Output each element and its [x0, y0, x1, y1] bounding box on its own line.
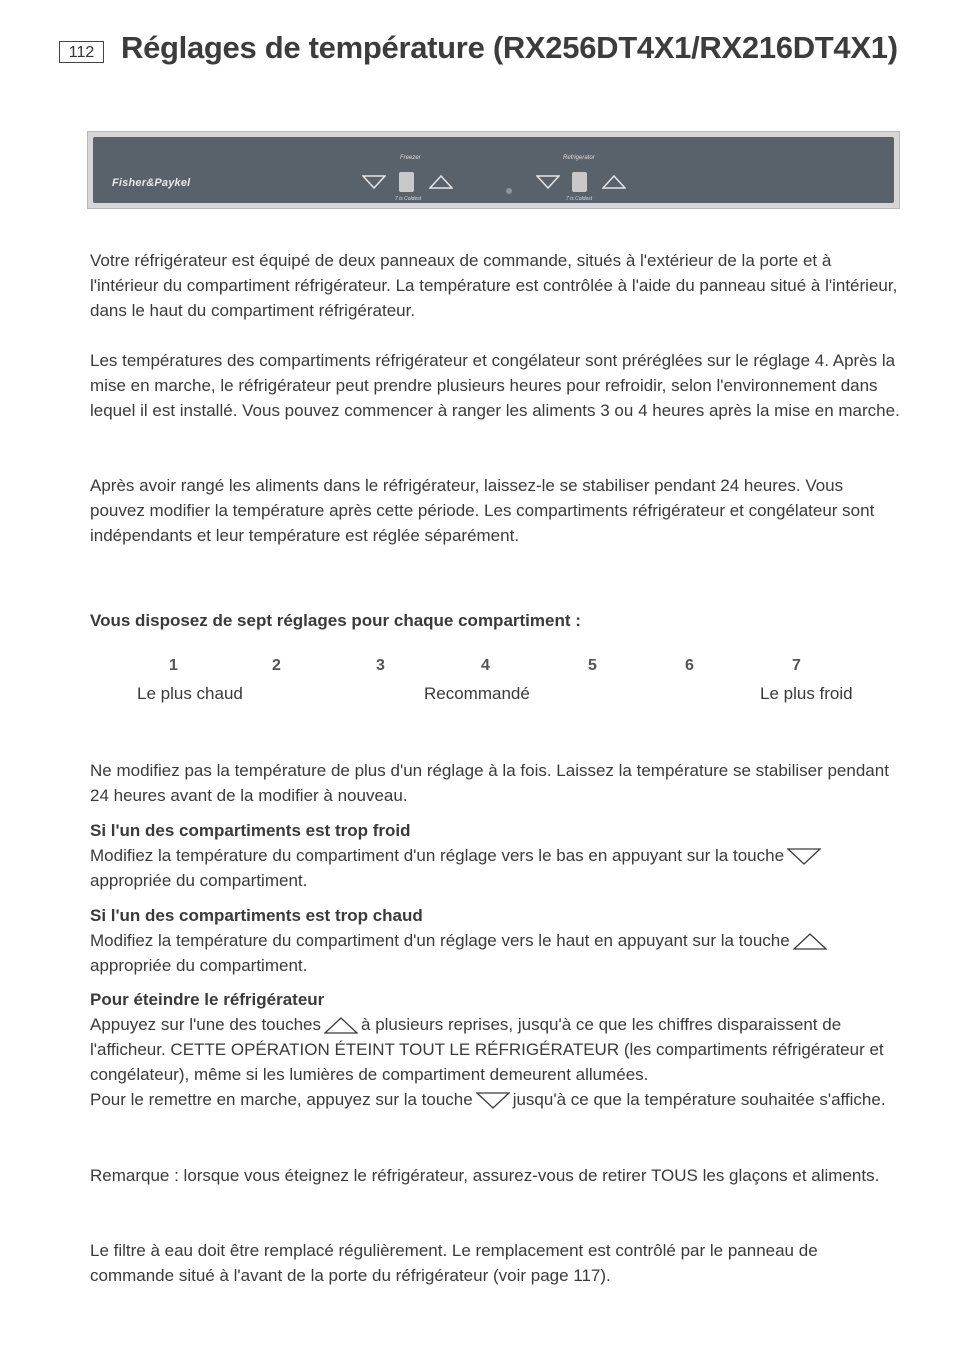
- down-arrow-icon: [476, 1092, 510, 1109]
- filter-paragraph: Le filtre à eau doit être remplacé régulièrement. Le remplacement est contrôlé par le panneau de commande situé à l'avant de la porte du réfrigérateur (voir page 117).: [90, 1241, 818, 1285]
- freezer-label: Freezer: [400, 155, 421, 161]
- refrigerator-label: Refrigerator: [563, 155, 595, 161]
- freezer-hint: 7 is Coldest: [395, 196, 422, 202]
- turn-off-heading: Pour éteindre le réfrigérateur: [90, 990, 325, 1009]
- turn-off-text-b: à plusieurs reprises, jusqu'à ce que les chiffres disparaissent de l'afficheur. CETTE OPÉRATION ÉTEINT TOUT LE RÉFRIGÉRATEUR (les compartiments réfrigérateur et congélateur), même si les lumières de compartiment demeurent allumées.: [90, 1015, 884, 1084]
- refrigerator-down-icon: [536, 175, 560, 189]
- setting-number-7: 7: [792, 657, 801, 674]
- too-cold-text-a: Modifiez la température du compartiment d'un réglage vers le bas en appuyant sur la touche: [90, 846, 785, 865]
- turn-off-text-c: Pour le remettre en marche, appuyez sur la touche: [90, 1090, 473, 1109]
- intro-paragraph-1: Votre réfrigérateur est équipé de deux panneaux de commande, situés à l'extérieur de la porte et à l'intérieur du compartiment réfrigérateur. La température est contrôlée à l'aide du panneau situé à l'intérieur, dans le haut du compartiment réfrigérateur.: [90, 251, 898, 320]
- note-paragraph: Remarque : lorsque vous éteignez le réfrigérateur, assurez-vous de retirer TOUS les glaçons et aliments.: [90, 1166, 880, 1185]
- freezer-display: [399, 172, 414, 192]
- down-arrow-icon: [787, 848, 821, 865]
- too-warm-heading: Si l'un des compartiments est trop chaud: [90, 906, 423, 925]
- label-warmest: Le plus chaud: [137, 684, 243, 703]
- change-paragraph: Ne modifiez pas la température de plus d'un réglage à la fois. Laissez la température se stabiliser pendant 24 heures avant de la modifier à nouveau.: [90, 761, 889, 805]
- turn-off-text: [90, 1012, 902, 1112]
- page-title: Réglages de température (RX256DT4X1/RX216DT4X1): [121, 30, 898, 65]
- page-number: 112: [59, 41, 104, 63]
- indicator-dot: [506, 188, 512, 194]
- label-coldest: Le plus froid: [760, 684, 853, 703]
- too-cold-text: [90, 843, 902, 893]
- setting-number-6: 6: [685, 657, 694, 674]
- intro-paragraph-3: Après avoir rangé les aliments dans le réfrigérateur, laissez-le se stabiliser pendant 24 heures. Vous pouvez modifier la température après cette période. Les compartiments réfrigérateur et congélateur sont indépendants et leur température est réglée séparément.: [90, 476, 875, 545]
- setting-number-3: 3: [376, 657, 385, 674]
- label-recommended: Recommandé: [424, 684, 530, 703]
- settings-heading: Vous disposez de sept réglages pour chaque compartiment :: [90, 611, 581, 630]
- turn-off-text-a: Appuyez sur l'une des touches: [90, 1015, 322, 1034]
- up-arrow-icon: [793, 933, 827, 950]
- intro-paragraph-2: Les températures des compartiments réfrigérateur et congélateur sont préréglées sur le réglage 4. Après la mise en marche, le réfrigérateur peut prendre plusieurs heures pour refroidir, selon l'environnement dans lequel il est installé. Vous pouvez commencer à ranger les aliments 3 ou 4 heures après la mise en marche.: [90, 351, 900, 420]
- too-cold-text-b: appropriée du compartiment.: [90, 871, 308, 890]
- too-warm-text: [90, 928, 902, 978]
- setting-number-2: 2: [272, 657, 281, 674]
- turn-off-text-d: jusqu'à ce que la température souhaitée s'affiche.: [512, 1090, 886, 1109]
- too-cold-heading: Si l'un des compartiments est trop froid: [90, 821, 411, 840]
- setting-number-4: 4: [481, 657, 490, 674]
- brand-logo: Fisher&Paykel: [112, 177, 191, 189]
- setting-number-1: 1: [169, 657, 178, 674]
- refrigerator-display: [572, 172, 587, 192]
- control-panel-illustration: [87, 131, 900, 209]
- freezer-down-icon: [362, 175, 386, 189]
- too-warm-text-a: Modifiez la température du compartiment d'un réglage vers le haut en appuyant sur la touche: [90, 931, 790, 950]
- control-panel: [93, 137, 894, 203]
- freezer-up-icon: [429, 175, 453, 189]
- refrigerator-up-icon: [602, 175, 626, 189]
- too-warm-text-b: appropriée du compartiment.: [90, 956, 308, 975]
- setting-number-5: 5: [588, 657, 597, 674]
- refrigerator-hint: 7 is Coldest: [566, 196, 593, 202]
- up-arrow-icon: [324, 1017, 358, 1034]
